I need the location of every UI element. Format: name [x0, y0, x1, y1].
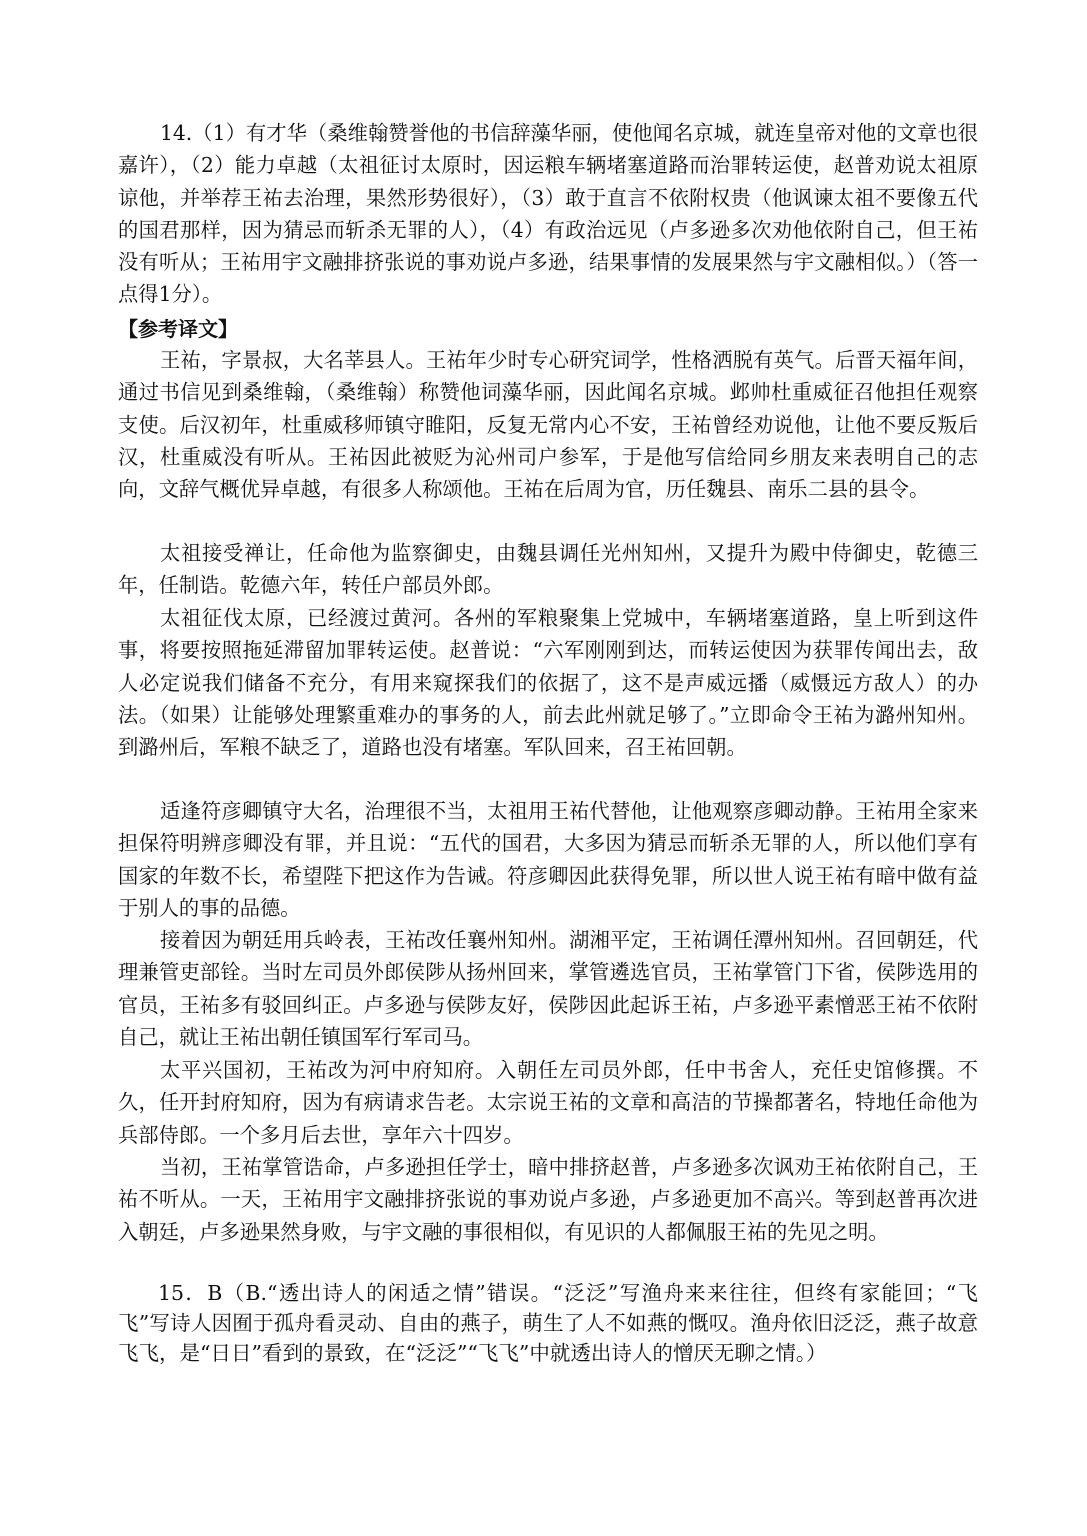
translation-paragraph-6: 太平兴国初，王祐改为河中府知府。入朝任左司员外郎，任中书舍人，充任史馆修撰。不久，任开封府知府，因为有病请求告老。太宗说王祐的文章和高洁的节操都著名，特地任命他为兵部侍郎。一个多月后去世，享年六十四岁。 [118, 1058, 978, 1147]
translation-paragraph-5: 接着因为朝廷用兵岭表，王祐改任襄州知州。湖湘平定，王祐调任潭州知州。召回朝廷，代理兼管吏部铨。当时左司员外郎侯陟从扬州回来，掌管遴选官员，王祐掌管门下省，侯陟选用的官员，王祐多有驳回纠正。卢多逊与侯陟友好，侯陟因此起诉王祐，卢多逊平素憎恶王祐不依附自己，就让王祐出朝任镇国军行军司马。 [118, 928, 978, 1049]
translation-paragraph-3: 太祖征伐太原，已经渡过黄河。各州的军粮聚集上党城中，车辆堵塞道路，皇上听到这件事，将要按照拖延滞留加罪转运使。赵普说：“六军刚刚到达，而转运使因为获罪传闻出去，敌人必定说我们储备不充分，有用来窥探我们的依据了，这不是声威远播（威慑远方敌人）的办法。（如果）让能够处理繁重难办的事务的人，前去此州就足够了。”立即命令王祐为潞州知州。到潞州后，军粮不缺乏了，道路也没有堵塞。军队回来，召王祐回朝。 [118, 606, 978, 760]
translation-paragraph-4: 适逢符彦卿镇守大名，治理很不当，太祖用王祐代替他，让他观察彦卿动静。王祐用全家来担保符明辨彦卿没有罪，并且说：“五代的国君，大多因为猜忌而斩杀无罪的人，所以他们享有国家的年数不长，希望陛下把这作为告诫。符彦卿因此获得免罪，所以世人说王祐有暗中做有益于别人的事的品德。 [118, 799, 978, 920]
translation-paragraph-2: 太祖接受禅让，任命他为监察御史，由魏县调任光州知州，又提升为殿中侍御史，乾德三年，任制诰。乾德六年，转任户部员外郎。 [118, 541, 978, 598]
answer-14-paragraph: 14.（1）有才华（桑维翰赞誉他的书信辞藻华丽，使他闻名京城，就连皇帝对他的文章也很嘉许），（2）能力卓越（太祖征讨太原时，因运粮车辆堵塞道路而治罪转运使，赵普劝说太祖原谅他，并举荐王祐去治理，果然形势很好），（3）敢于直言不依附权贵（他讽谏太祖不要像五代的国君那样，因为猜忌而斩杀无罪的人），（4）有政治远见（卢多逊多次劝他依附自己，但王祐没有听从；王祐用宇文融排挤张说的事劝说卢多逊，结果事情的发展果然与宇文融相似。）（答一点得1分）。 [118, 121, 978, 307]
translation-heading: 【参考译文】 [118, 317, 238, 341]
translation-paragraph-1: 王祐，字景叔，大名莘县人。王祐年少时专心研究词学，性格洒脱有英气。后晋天福年间，通过书信见到桑维翰，（桑维翰）称赞他词藻华丽，因此闻名京城。邺帅杜重威征召他担任观察支使。后汉初年，杜重威移师镇守睢阳，反复无常内心不安，王祐曾经劝说他，让他不要反叛后汉，杜重威没有听从。王祐因此被贬为沁州司户参军，于是他写信给同乡朋友来表明自己的志向，文辞气概优异卓越，有很多人称颂他。王祐在后周为官，历任魏县、南乐二县的县令。 [118, 348, 978, 502]
translation-paragraph-7: 当初，王祐掌管诰命，卢多逊担任学士，暗中排挤赵普，卢多逊多次讽劝王祐依附自己，王祐不听从。一天，王祐用宇文融排挤张说的事劝说卢多逊，卢多逊更加不高兴。等到赵普再次进入朝廷，卢多逊果然身败，与宇文融的事很相似，有见识的人都佩服王祐的先见之明。 [118, 1155, 978, 1244]
answer-15-paragraph: 15．B（B.“透出诗人的闲适之情”错误。“泛泛”写渔舟来来往往，但终有家能回；“飞飞”写诗人因囿于孤舟看灵动、自由的燕子，萌生了人不如燕的慨叹。渔舟依旧泛泛，燕子故意飞飞，是“日日”看到的景致，在“泛泛”“飞飞”中就透出诗人的憎厌无聊之情。） [118, 1281, 978, 1365]
